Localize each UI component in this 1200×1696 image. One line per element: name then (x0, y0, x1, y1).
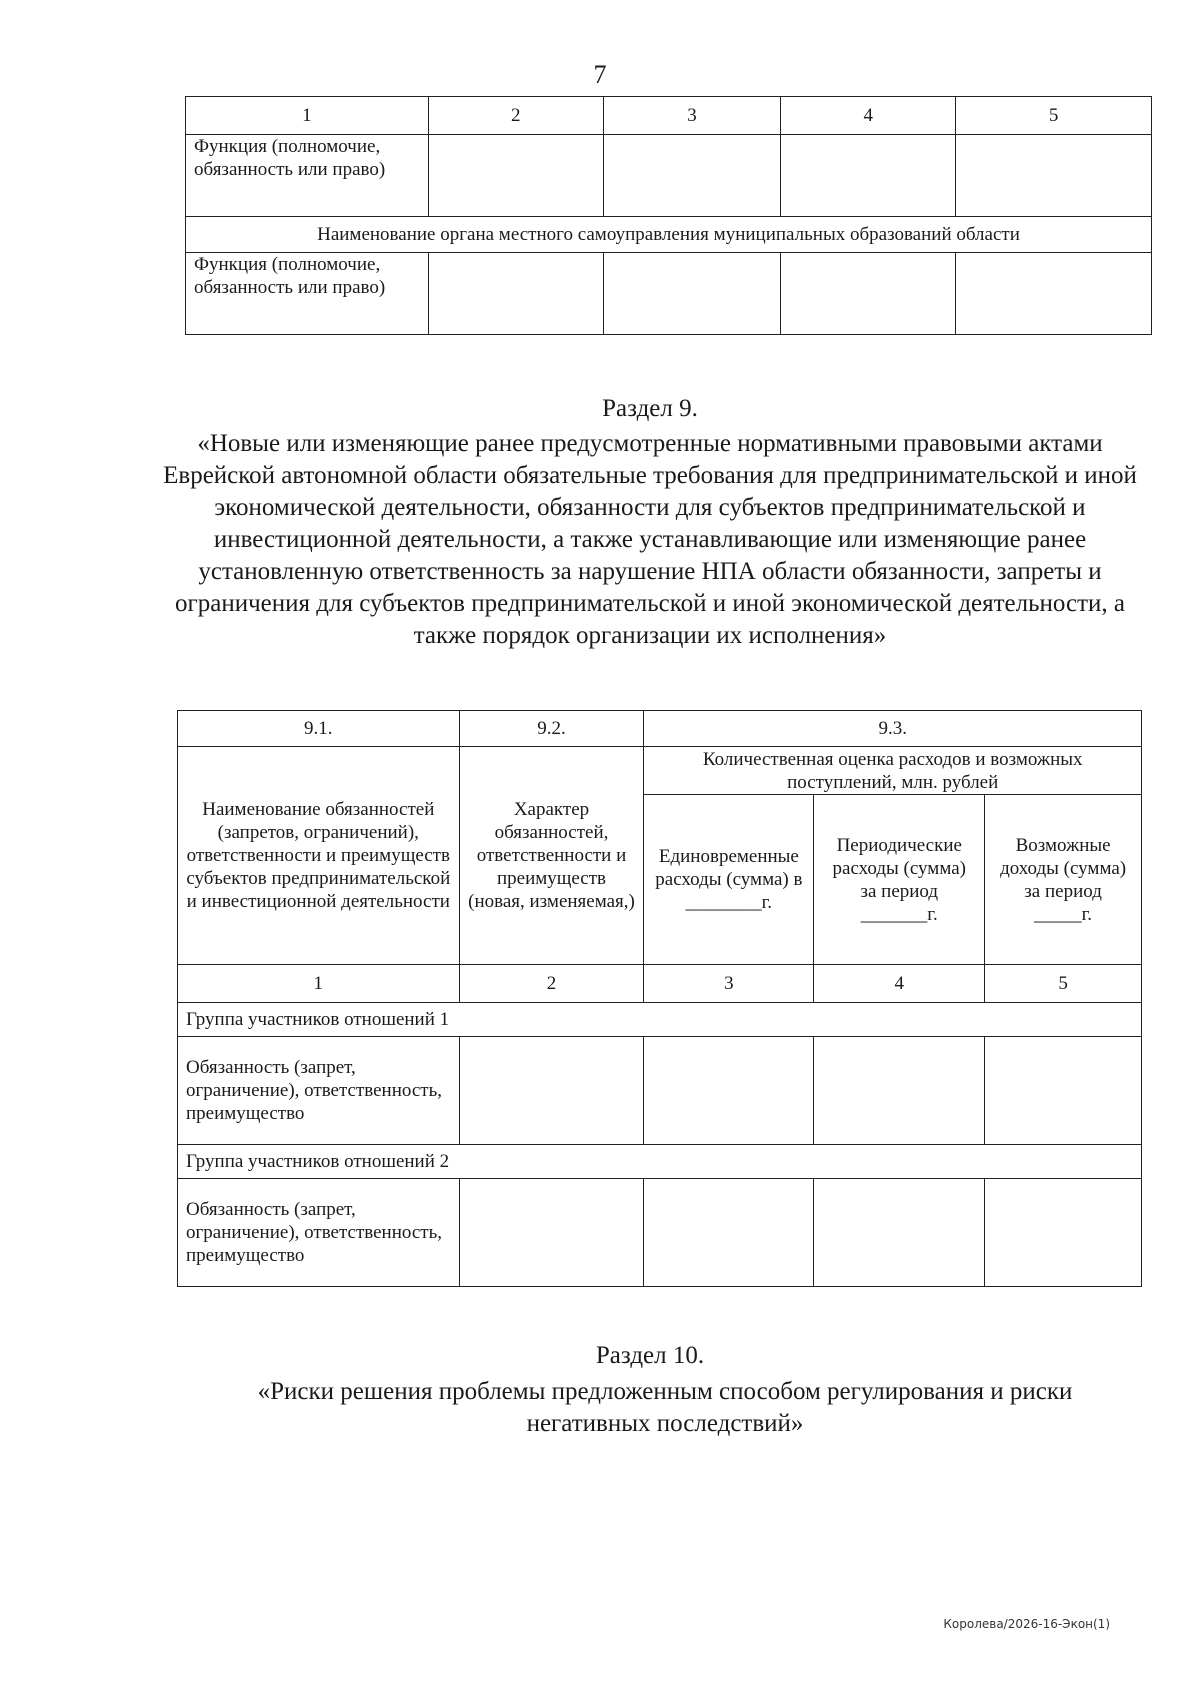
empty-cell (644, 1179, 814, 1287)
column-number: 3 (644, 965, 814, 1003)
group-row: Группа участников отношений 2 (178, 1145, 1142, 1179)
empty-cell (956, 253, 1152, 335)
col1-header: Наименование обязанностей (запретов, ограничений), ответственности и преимуществ субъектов предпринимательской и инвестиционной деятельности (178, 747, 460, 965)
column-number: 1 (186, 97, 429, 135)
empty-cell (428, 253, 603, 335)
sub4-header: Периодические расходы (сумма) за период _______г. (814, 795, 985, 965)
column-number: 2 (459, 965, 644, 1003)
empty-cell (814, 1179, 985, 1287)
sub5-header: Возможные доходы (сумма) за период _____г. (985, 795, 1142, 965)
empty-cell (985, 1037, 1142, 1145)
page-number: 7 (593, 60, 607, 89)
section-10-text: «Риски решения проблемы предложенным способом регулирования и риски негативных последствий» (257, 1378, 1073, 1437)
empty-cell (603, 135, 781, 217)
column-number: 5 (956, 97, 1152, 135)
empty-cell (459, 1179, 644, 1287)
column-number: 4 (781, 97, 956, 135)
column-number: 4 (814, 965, 985, 1003)
function-label: Функция (полномочие, обязанность или право) (186, 253, 429, 335)
column-number: 9.1. (178, 711, 460, 747)
empty-cell (459, 1037, 644, 1145)
empty-cell (956, 135, 1152, 217)
column-number: 9.2. (459, 711, 644, 747)
empty-cell (428, 135, 603, 217)
group-row: Группа участников отношений 1 (178, 1003, 1142, 1037)
section-9-text: «Новые или изменяющие ранее предусмотренные нормативными правовыми актами Еврейской автономной области обязательные требования для предпринимательской и иной экономической деятельности, обязанности для субъектов предпринимательской и инвестиционной деятельности, а также устанавливающие или изменяющие ранее установленную ответственность за нарушение НПА области обязанности, запреты и ограничения для субъектов предпринимательской и иной экономической деятельности, а также порядок организации их исполнения» (163, 430, 1137, 649)
column-number: 9.3. (644, 711, 1142, 747)
functions-table (185, 96, 1152, 335)
function-label: Функция (полномочие, обязанность или право) (186, 135, 429, 217)
section-9-title: Раздел 9. (602, 395, 698, 422)
column-number: 2 (428, 97, 603, 135)
section-10-title: Раздел 10. (595, 1342, 705, 1369)
col3-header: Количественная оценка расходов и возможных поступлений, млн. рублей (644, 747, 1142, 795)
obligation-label: Обязанность (запрет, ограничение), ответственность, преимущество (178, 1037, 460, 1145)
obligation-label: Обязанность (запрет, ограничение), ответственность, преимущество (178, 1179, 460, 1287)
empty-cell (781, 253, 956, 335)
organ-name-row: Наименование органа местного самоуправления муниципальных образований области (186, 217, 1152, 253)
obligations-table (177, 710, 1142, 1287)
col2-header: Характер обязанностей, ответственности и преимуществ (новая, изменяемая,) (459, 747, 644, 965)
footer-code: Королева/2026-16-Экон(1) (943, 1617, 1110, 1631)
empty-cell (814, 1037, 985, 1145)
sub3-header: Единовременные расходы (сумма) в ________г. (644, 795, 814, 965)
column-number: 5 (985, 965, 1142, 1003)
column-number: 3 (603, 97, 781, 135)
column-number: 1 (178, 965, 460, 1003)
empty-cell (985, 1179, 1142, 1287)
empty-cell (603, 253, 781, 335)
empty-cell (781, 135, 956, 217)
empty-cell (644, 1037, 814, 1145)
